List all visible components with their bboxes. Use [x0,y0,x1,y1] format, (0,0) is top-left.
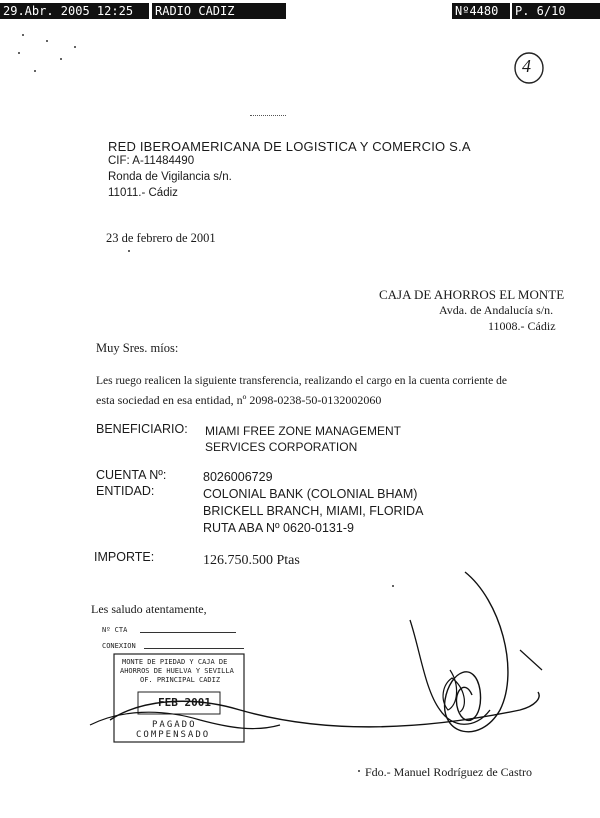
account-label: CUENTA Nº: [96,468,167,482]
scan-mark [250,115,286,116]
sender-street: Ronda de Vigilancia s/n. [108,171,232,183]
sender-cif: CIF: A-11484490 [108,155,195,167]
entity-label: ENTIDAD: [96,484,155,498]
recipient-name: CAJA DE AHORROS EL MONTE [379,287,565,302]
page-mark: 4 [522,56,531,76]
body-line-1: Les ruego realicen la siguiente transferencia, realizando el cargo en la cuenta corriente de [96,375,508,387]
entity-line-3: RUTA ABA Nº 0620-0131-9 [203,521,354,535]
stamp-date: FEB 2001 [158,696,211,709]
stamp-pagado: PAGADO [152,720,197,730]
stamp-compensado: COMPENSADO [136,730,211,740]
stamp-bank-line-1: MONTE DE PIEDAD Y CAJA DE [122,658,228,666]
fax-date-time: 29.Abr. 2005 12:25 [0,3,149,19]
fax-page: P. 6/10 [512,3,600,19]
signature-name: Fdo.- Manuel Rodríguez de Castro [365,765,532,779]
stamp-bank-line-2: AHORROS DE HUELVA Y SEVILLA [120,667,234,675]
body-line-2: esta sociedad en esa entidad, nº 2098-0238-50-0132002060 [96,393,382,407]
beneficiary-line-2: SERVICES CORPORATION [205,440,358,454]
sender-city: 11011.- Cádiz [108,187,178,199]
fax-sender: RADIO CADIZ 956274280 [152,3,286,19]
fax-number: Nº4480 [452,3,510,19]
recipient-city: 11008.- Cádiz [488,319,556,333]
amount-value: 126.750.500 Ptas [203,553,300,568]
stamp-cta-label: Nº CTA [102,626,128,634]
handwritten-signature [80,560,550,760]
entity-line-2: BRICKELL BRANCH, MIAMI, FLORIDA [203,504,424,518]
fax-header [0,0,600,34]
stamp-bank-line-3: OF. PRINCIPAL CADIZ [140,676,221,684]
closing: Les saludo atentamente, [91,602,207,616]
beneficiary-line-1: MIAMI FREE ZONE MANAGEMENT [205,424,402,438]
beneficiary-label: BENEFICIARIO: [96,422,188,436]
account-value: 8026006729 [203,470,273,484]
sender-company: RED IBEROAMERICANA DE LOGISTICA Y COMERCIO S.A [108,139,471,154]
amount-label: IMPORTE: [94,550,155,564]
stamp-conexion-label: CONEXION [102,642,136,650]
recipient-street: Avda. de Andalucía s/n. [439,303,554,317]
entity-line-1: COLONIAL BANK (COLONIAL BHAM) [203,487,418,501]
salutation: Muy Sres. míos: [96,341,179,355]
letter-date: 23 de febrero de 2001 [106,231,216,245]
